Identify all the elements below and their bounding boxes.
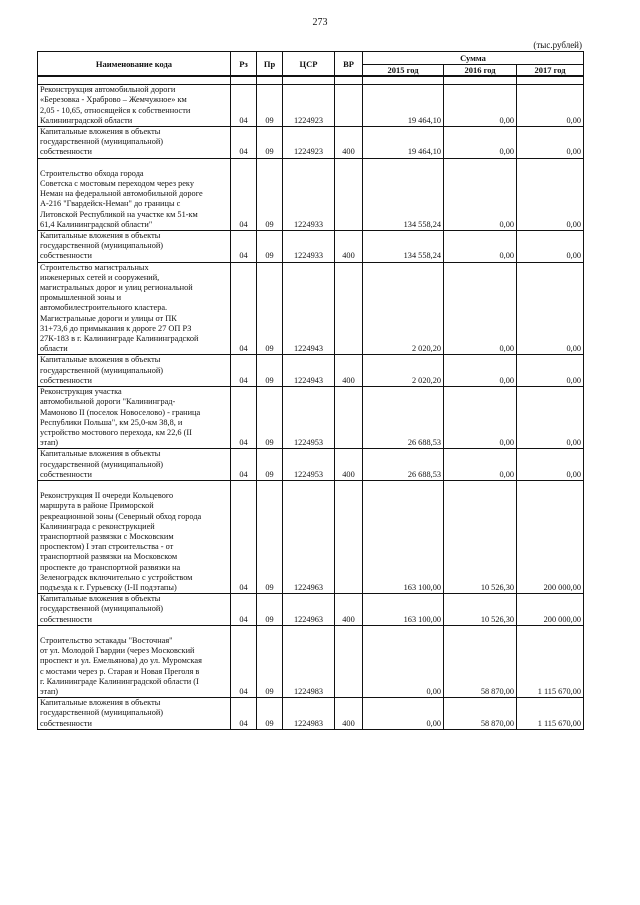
table-row (38, 449, 584, 481)
cell-vr (335, 85, 363, 127)
table-body (38, 76, 584, 729)
cell-y2016: 10 526,30 (444, 594, 517, 626)
cell-rz: 04 (231, 262, 257, 355)
cell-rz: 04 (231, 231, 257, 263)
cell-name: Капитальные вложения в объекты государственной (муниципальной) собственности (38, 231, 231, 263)
cell-name: Капитальные вложения в объекты государственной (муниципальной) собственности (38, 355, 231, 387)
cell-y2016: 0,00 (444, 85, 517, 127)
page-number: 273 (312, 17, 328, 28)
cell-y2016: 0,00 (444, 158, 517, 230)
cell-y2017: 0,00 (517, 449, 584, 481)
cell-vr (335, 158, 363, 230)
table-row (38, 262, 584, 355)
cell-vr: 400 (335, 355, 363, 387)
cell-vr: 400 (335, 449, 363, 481)
cell-csr: 1224943 (283, 262, 335, 355)
cell-y2017: 200 000,00 (517, 594, 584, 626)
cell-y2017: 0,00 (517, 262, 584, 355)
table-row (38, 625, 584, 697)
cell-pr: 09 (257, 480, 283, 593)
cell-y2015: 19 464,10 (363, 127, 444, 159)
cell-y2016: 58 870,00 (444, 698, 517, 730)
cell-name: Реконструкция автомобильной дороги «Березовка - Храброво – Жемчужное» км 2,05 - 10,65, относящейся к собственности Калининградской области (38, 85, 231, 127)
cell-vr (335, 480, 363, 593)
cell-name: Реконструкция II очереди Кольцевого маршрута в районе Приморской рекреационной зоны (Северный обход города Калининграда с реконструкцией транспортной развязки с Московским проспектом) I этап строительства - от транспортной развязки на Московском проспекте до транспортной развязки на Зеленоградск включительно с устройством подъезда к г. Гурьевску (I-II подэтапы) (38, 480, 231, 593)
table-row (38, 698, 584, 730)
cell-y2016: 0,00 (444, 355, 517, 387)
cell-y2016: 0,00 (444, 449, 517, 481)
cell-name: Капитальные вложения в объекты государственной (муниципальной) собственности (38, 594, 231, 626)
header-vr: ВР (335, 52, 363, 77)
table-row (38, 594, 584, 626)
cell-vr: 400 (335, 127, 363, 159)
header-2015: 2015 год (363, 65, 444, 77)
cell-name: Капитальные вложения в объекты государственной (муниципальной) собственности (38, 698, 231, 730)
spacer-row (38, 76, 584, 85)
cell-vr: 400 (335, 698, 363, 730)
cell-pr: 09 (257, 625, 283, 697)
cell-y2015: 2 020,20 (363, 262, 444, 355)
cell-y2015: 134 558,24 (363, 231, 444, 263)
cell-y2017: 0,00 (517, 158, 584, 230)
header-csr: ЦСР (283, 52, 335, 77)
cell-y2017: 0,00 (517, 85, 584, 127)
header-sum: Сумма (363, 52, 584, 65)
cell-name: Строительство обхода города Советска с мостовым переходом через реку Неман на федеральной автомобильной дороге А-216 "Гвардейск-Неман" до границы с Литовской Республикой на участке км 51-км 61,4 Калининградской области" (38, 158, 231, 230)
cell-rz: 04 (231, 355, 257, 387)
cell-y2016: 58 870,00 (444, 625, 517, 697)
cell-y2016: 0,00 (444, 127, 517, 159)
cell-y2017: 0,00 (517, 231, 584, 263)
cell-pr: 09 (257, 387, 283, 449)
cell-y2015: 19 464,10 (363, 85, 444, 127)
table-row (38, 480, 584, 593)
cell-rz: 04 (231, 127, 257, 159)
cell-name: Капитальные вложения в объекты государственной (муниципальной) собственности (38, 127, 231, 159)
cell-csr: 1224953 (283, 387, 335, 449)
cell-vr (335, 625, 363, 697)
cell-pr: 09 (257, 698, 283, 730)
cell-rz: 04 (231, 480, 257, 593)
header-2017: 2017 год (517, 65, 584, 77)
cell-csr: 1224933 (283, 158, 335, 230)
cell-vr: 400 (335, 231, 363, 263)
units-label: (тыс.рублей) (533, 40, 582, 50)
cell-y2015: 163 100,00 (363, 480, 444, 593)
cell-csr: 1224923 (283, 127, 335, 159)
cell-vr (335, 262, 363, 355)
table-row (38, 387, 584, 449)
cell-name: Строительство эстакады "Восточная" от ул. Молодой Гвардии (через Московский проспект и ул. Емельянова) до ул. Муромская с мостами через р. Старая и Новая Преголя в г. Калининграде Калининградской области (I этап) (38, 625, 231, 697)
cell-csr: 1224923 (283, 85, 335, 127)
header-rz: Рз (231, 52, 257, 77)
cell-y2015: 2 020,20 (363, 355, 444, 387)
cell-y2017: 1 115 670,00 (517, 625, 584, 697)
cell-rz: 04 (231, 594, 257, 626)
cell-y2017: 0,00 (517, 387, 584, 449)
cell-y2015: 26 688,53 (363, 387, 444, 449)
cell-csr: 1224933 (283, 231, 335, 263)
cell-csr: 1224953 (283, 449, 335, 481)
cell-y2017: 0,00 (517, 355, 584, 387)
cell-pr: 09 (257, 85, 283, 127)
cell-pr: 09 (257, 594, 283, 626)
cell-y2015: 0,00 (363, 625, 444, 697)
cell-csr: 1224983 (283, 625, 335, 697)
cell-pr: 09 (257, 231, 283, 263)
header-row (38, 52, 584, 65)
table-row (38, 127, 584, 159)
budget-table (37, 51, 584, 730)
cell-rz: 04 (231, 158, 257, 230)
cell-y2015: 134 558,24 (363, 158, 444, 230)
cell-vr (335, 387, 363, 449)
header-name: Наименование кода (38, 52, 231, 77)
table-row (38, 158, 584, 230)
cell-pr: 09 (257, 262, 283, 355)
header-pr: Пр (257, 52, 283, 77)
cell-rz: 04 (231, 387, 257, 449)
cell-csr: 1224963 (283, 594, 335, 626)
cell-y2016: 0,00 (444, 387, 517, 449)
cell-y2016: 10 526,30 (444, 480, 517, 593)
cell-name: Строительство магистральных инженерных сетей и сооружений, магистральных дорог и улиц региональной промышленной зоны и автомобилестроительного кластера. Магистральные дороги и улицы от ПК 31+73,6 до примыкания к дороге 27 ОП РЗ 27К-183 в г. Калининграде Калининградской области (38, 262, 231, 355)
cell-y2015: 26 688,53 (363, 449, 444, 481)
cell-csr: 1224983 (283, 698, 335, 730)
cell-y2016: 0,00 (444, 231, 517, 263)
cell-pr: 09 (257, 127, 283, 159)
cell-vr: 400 (335, 594, 363, 626)
header-2016: 2016 год (444, 65, 517, 77)
cell-pr: 09 (257, 158, 283, 230)
cell-y2017: 200 000,00 (517, 480, 584, 593)
table-row (38, 85, 584, 127)
cell-y2017: 0,00 (517, 127, 584, 159)
cell-rz: 04 (231, 85, 257, 127)
cell-csr: 1224943 (283, 355, 335, 387)
table-row (38, 231, 584, 263)
cell-csr: 1224963 (283, 480, 335, 593)
cell-pr: 09 (257, 449, 283, 481)
cell-pr: 09 (257, 355, 283, 387)
cell-rz: 04 (231, 698, 257, 730)
cell-y2015: 163 100,00 (363, 594, 444, 626)
cell-name: Капитальные вложения в объекты государственной (муниципальной) собственности (38, 449, 231, 481)
cell-y2015: 0,00 (363, 698, 444, 730)
cell-name: Реконструкция участка автомобильной дороги "Калининград- Мамоново II (поселок Новоселово) - граница Республики Польша", км 25,0-км 38,8, и устройство мостового перехода, км 22,6 (II этап) (38, 387, 231, 449)
cell-rz: 04 (231, 449, 257, 481)
cell-rz: 04 (231, 625, 257, 697)
cell-y2017: 1 115 670,00 (517, 698, 584, 730)
cell-y2016: 0,00 (444, 262, 517, 355)
table-row (38, 355, 584, 387)
